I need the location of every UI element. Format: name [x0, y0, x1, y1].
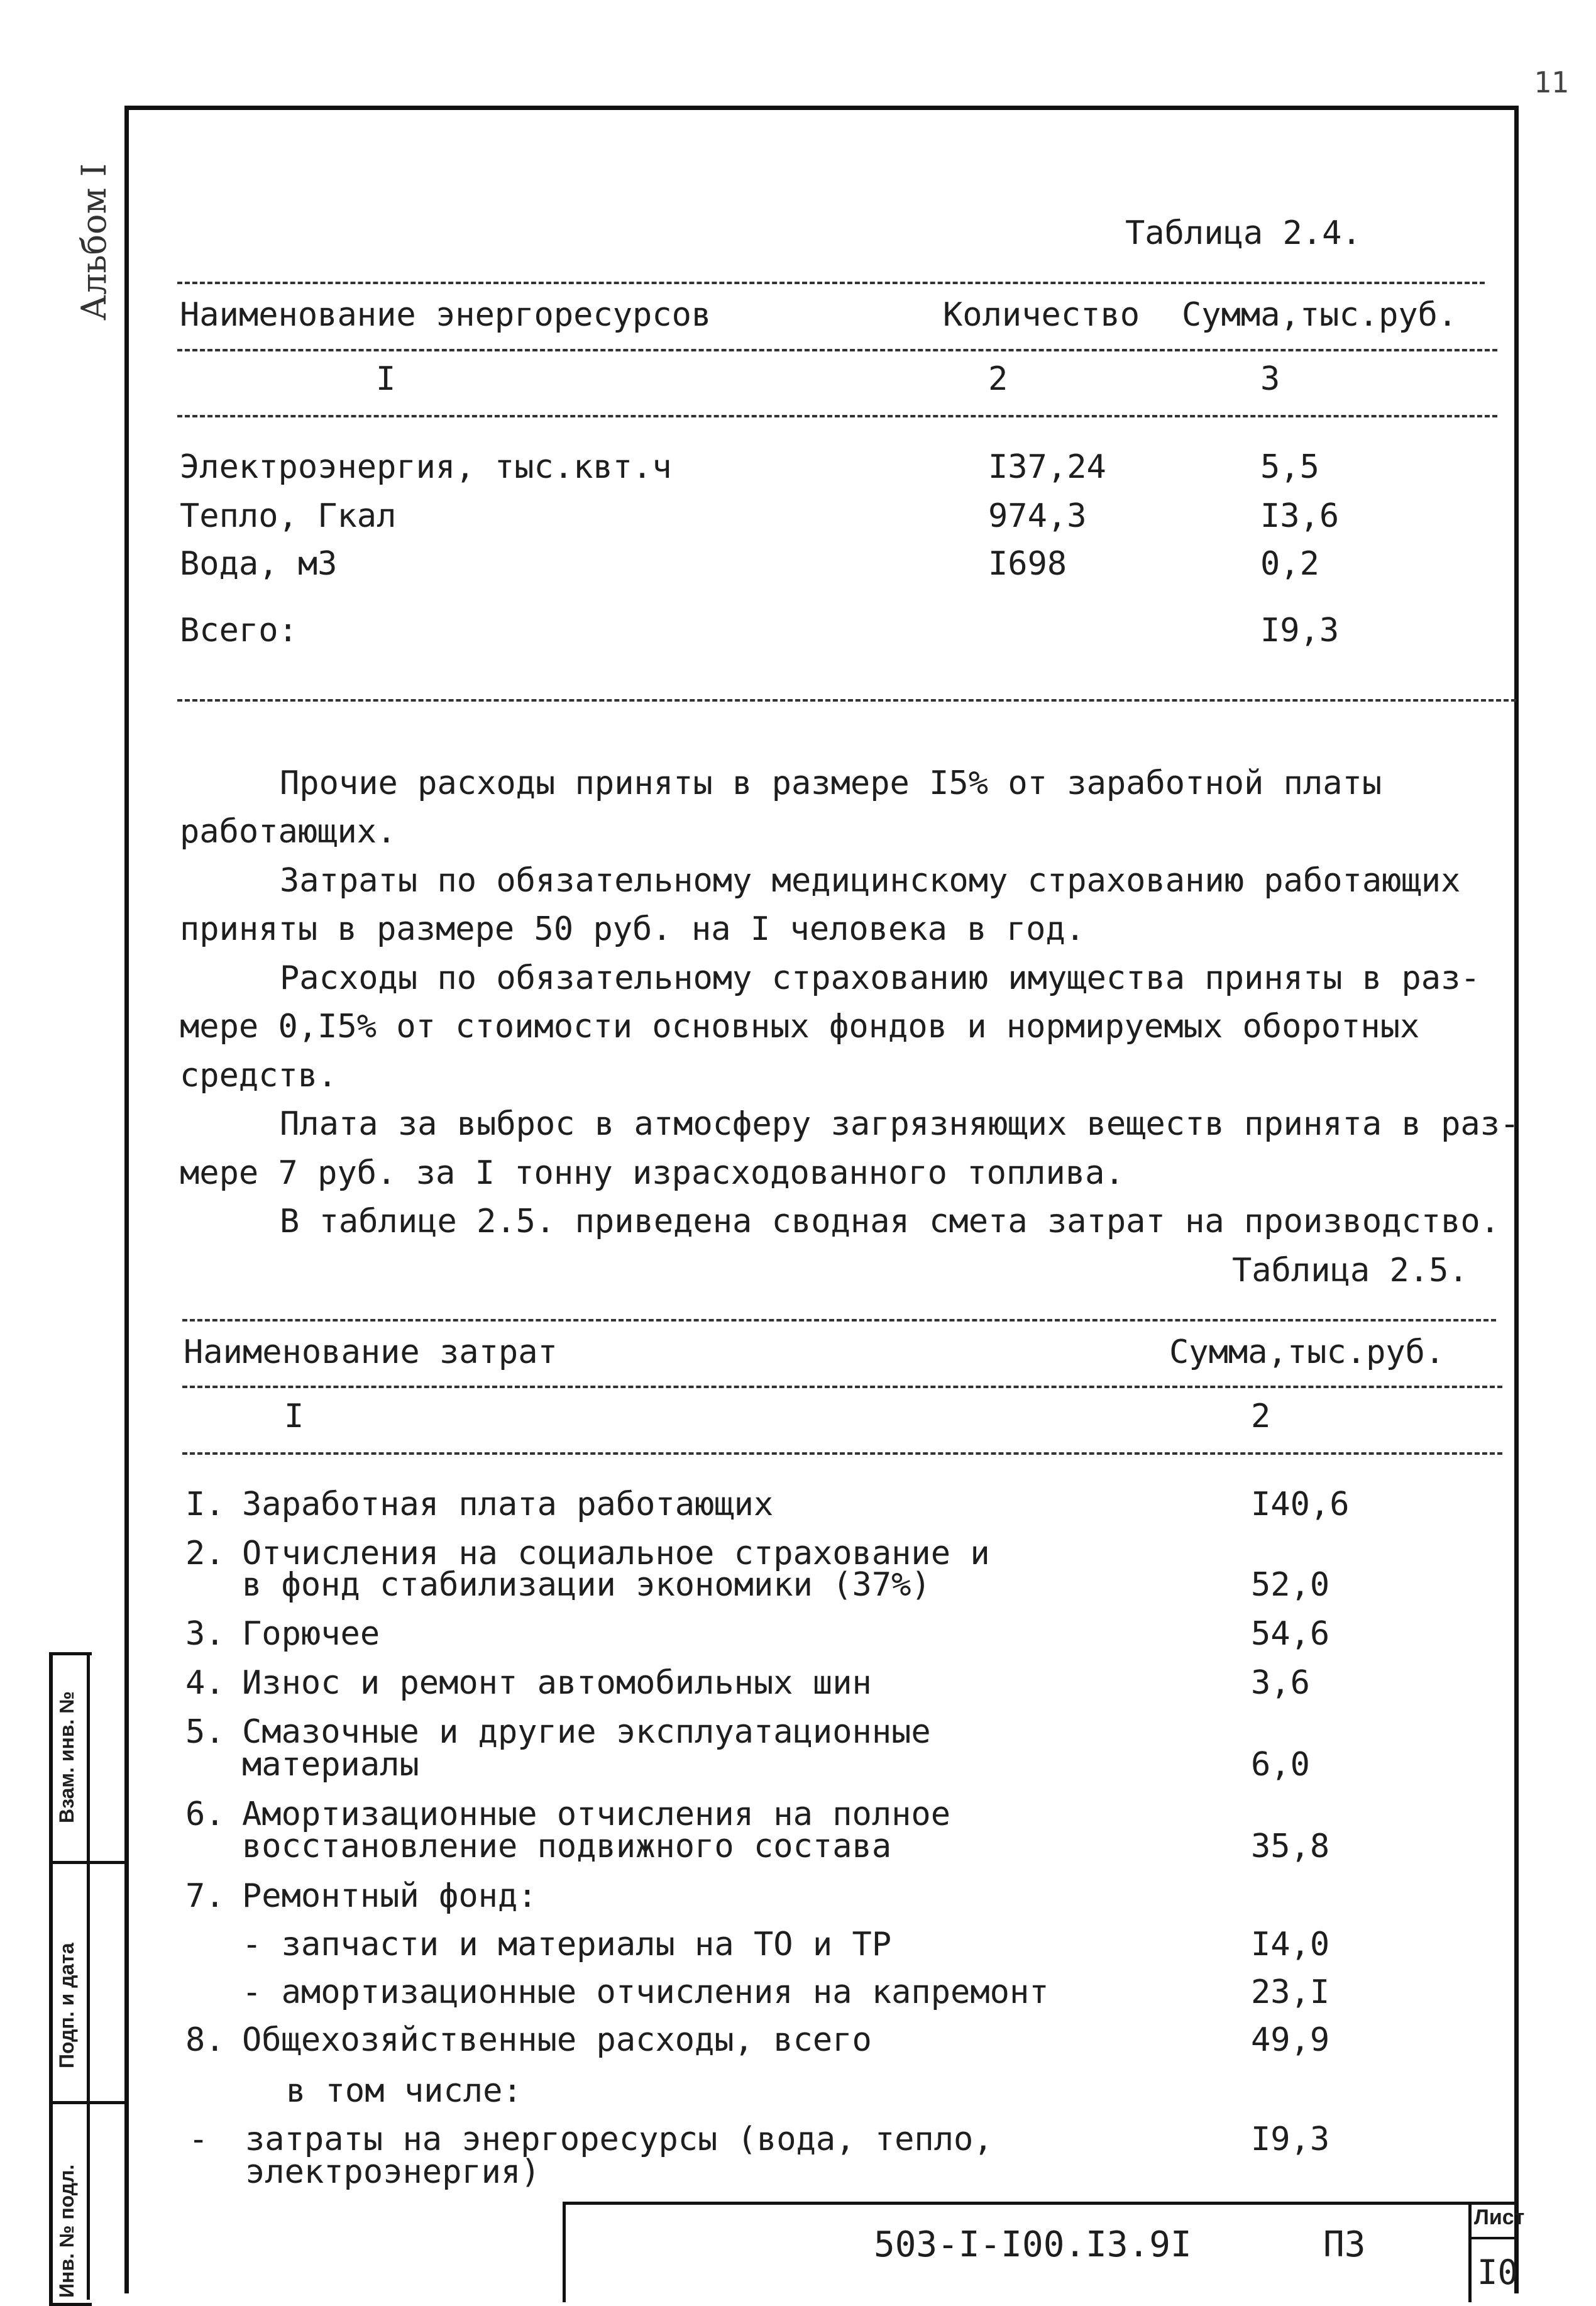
table-cell-sum: 23,I — [1251, 1973, 1330, 2011]
table-row: Заработная плата работающих — [242, 1486, 774, 1523]
table-row-number: 8. — [185, 2021, 225, 2059]
table-2-4-total-sum: I9,3 — [1260, 612, 1340, 649]
table-cell-sum: 54,6 — [1251, 1615, 1330, 1653]
table-cell-sum: I9,3 — [1251, 2121, 1330, 2158]
table-row-continued: в фонд стабилизации экономики (37%) — [242, 1566, 931, 1604]
table-row: Вода, м3 — [180, 545, 338, 583]
table-2-5-colnum-2: 2 — [1251, 1398, 1271, 1435]
table-row-number: 2. — [185, 1535, 225, 1572]
paragraph-line: средств. — [180, 1057, 338, 1095]
table-2-4-caption: Таблица 2.4. — [1125, 214, 1362, 252]
table-2-4-total-label: Всего: — [180, 612, 298, 649]
title-block-top-rule — [563, 2202, 1518, 2205]
table-2-5-header-name: Наименование затрат — [184, 1333, 558, 1371]
stamp-inner-line — [87, 1652, 90, 2300]
table-2-4-header-qty: Количество — [943, 296, 1140, 334]
table-row: Горючее — [242, 1615, 380, 1653]
table-2-4-colnum-2: 2 — [988, 360, 1008, 398]
document-section: ПЗ — [1323, 2224, 1366, 2265]
table-2-5-colnum-1: I — [284, 1398, 304, 1435]
table-2-4-header-rule — [177, 349, 1497, 351]
page-frame-left — [124, 106, 129, 2293]
stamp-label-sign-date: Подп. и дата — [55, 1943, 78, 2068]
table-row-number: 4. — [185, 1664, 225, 1702]
table-cell-sum: 6,0 — [1251, 1746, 1310, 1784]
paragraph-line: мере 7 руб. за I тонну израсходованного топлива. — [180, 1154, 1125, 1192]
table-cell-sum: 49,9 — [1251, 2021, 1330, 2059]
table-row: в том числе: — [286, 2072, 522, 2110]
sheet-number: I0 — [1477, 2253, 1519, 2292]
table-row-number: 3. — [185, 1615, 225, 1653]
table-row: Отчисления на социальное страхование и — [242, 1535, 990, 1572]
stamp-label-original-inv: Инв. № подл. — [55, 2164, 78, 2298]
table-row: Смазочные и другие эксплуатационные — [242, 1713, 931, 1751]
title-block-sheet-divider — [1468, 2202, 1472, 2302]
table-cell-sum: I4,0 — [1251, 1926, 1330, 1963]
table-row-number: 6. — [185, 1796, 225, 1833]
table-2-4-header-sum: Сумма,тыс.руб. — [1182, 296, 1458, 334]
paragraph-line: Затраты по обязательному медицинскому страхованию работающих — [280, 862, 1461, 900]
stamp-label-replace-inv: Взам. инв. № — [55, 1691, 78, 1823]
table-row-number: 5. — [185, 1713, 225, 1751]
table-row: Общехозяйственные расходы, всего — [242, 2021, 872, 2059]
table-row: Электроэнергия, тыс.квт.ч — [180, 448, 672, 486]
table-cell-qty: 974,3 — [988, 497, 1087, 535]
table-2-5-header-sum: Сумма,тыс.руб. — [1169, 1333, 1445, 1371]
table-2-4-header-name: Наименование энергоресурсов — [180, 296, 712, 334]
table-row-number: 7. — [185, 1877, 225, 1915]
table-2-4-bottom-rule — [177, 699, 1516, 702]
page-frame-top — [124, 106, 1519, 110]
table-cell-sum: 35,8 — [1251, 1828, 1330, 1865]
table-cell-sum: 3,6 — [1251, 1664, 1310, 1702]
paragraph-line: Прочие расходы приняты в размере I5% от заработной платы — [280, 764, 1382, 802]
table-row: Ремонтный фонд: — [242, 1877, 537, 1915]
paragraph-line: работающих. — [180, 813, 397, 851]
paragraph-line: В таблице 2.5. приведена сводная смета затрат на производство. — [280, 1203, 1500, 1240]
table-2-5-caption: Таблица 2.5. — [1232, 1252, 1468, 1289]
title-block-left-rule — [563, 2202, 566, 2302]
table-row-continued: материалы — [242, 1746, 419, 1784]
page-frame-right — [1514, 106, 1519, 2293]
table-2-4-numbers-rule — [177, 415, 1497, 417]
table-2-5-header-rule — [182, 1386, 1502, 1388]
table-2-4-colnum-3: 3 — [1260, 360, 1280, 398]
page-corner-number: 11 — [1534, 65, 1569, 99]
table-row: затраты на энергоресурсы (вода, тепло, — [245, 2121, 993, 2158]
album-label: Альбом I — [74, 163, 114, 321]
table-row-number: I. — [185, 1486, 225, 1523]
table-row: Амортизационные отчисления на полное — [242, 1796, 951, 1833]
table-row-number: - — [189, 2121, 209, 2158]
table-row: - амортизационные отчисления на капремонт — [242, 1973, 1049, 2011]
table-cell-sum: 5,5 — [1260, 448, 1319, 486]
table-row: Износ и ремонт автомобильных шин — [242, 1664, 872, 1702]
table-row: Тепло, Гкал — [180, 497, 397, 535]
table-cell-sum: I40,6 — [1251, 1486, 1350, 1523]
table-2-5-top-rule — [182, 1319, 1496, 1321]
table-row-continued: электроэнергия) — [245, 2153, 541, 2191]
table-cell-qty: I37,24 — [988, 448, 1106, 486]
paragraph-line: Плата за выброс в атмосферу загрязняющих веществ принята в раз- — [280, 1105, 1520, 1143]
title-block-sheet-rule — [1468, 2237, 1519, 2239]
table-cell-sum: 52,0 — [1251, 1566, 1330, 1604]
paragraph-line: Расходы по обязательному страхованию имущества приняты в раз- — [280, 959, 1480, 997]
paragraph-line: приняты в размере 50 руб. на I человека в год. — [180, 910, 1086, 948]
table-cell-sum: I3,6 — [1260, 497, 1340, 535]
table-row-continued: восстановление подвижного состава — [242, 1828, 892, 1865]
table-2-4-colnum-1: I — [376, 360, 396, 398]
table-2-4-top-rule — [177, 282, 1485, 284]
sheet-label: Лист — [1474, 2205, 1525, 2229]
document-code: 503-I-I00.I3.9I — [874, 2224, 1192, 2265]
table-cell-qty: I698 — [988, 545, 1067, 583]
table-cell-sum: 0,2 — [1260, 545, 1319, 583]
paragraph-line: мере 0,I5% от стоимости основных фондов и нормируемых оборотных — [180, 1008, 1420, 1045]
table-row: - запчасти и материалы на ТО и ТР — [242, 1926, 892, 1963]
table-2-5-numbers-rule — [182, 1452, 1502, 1455]
